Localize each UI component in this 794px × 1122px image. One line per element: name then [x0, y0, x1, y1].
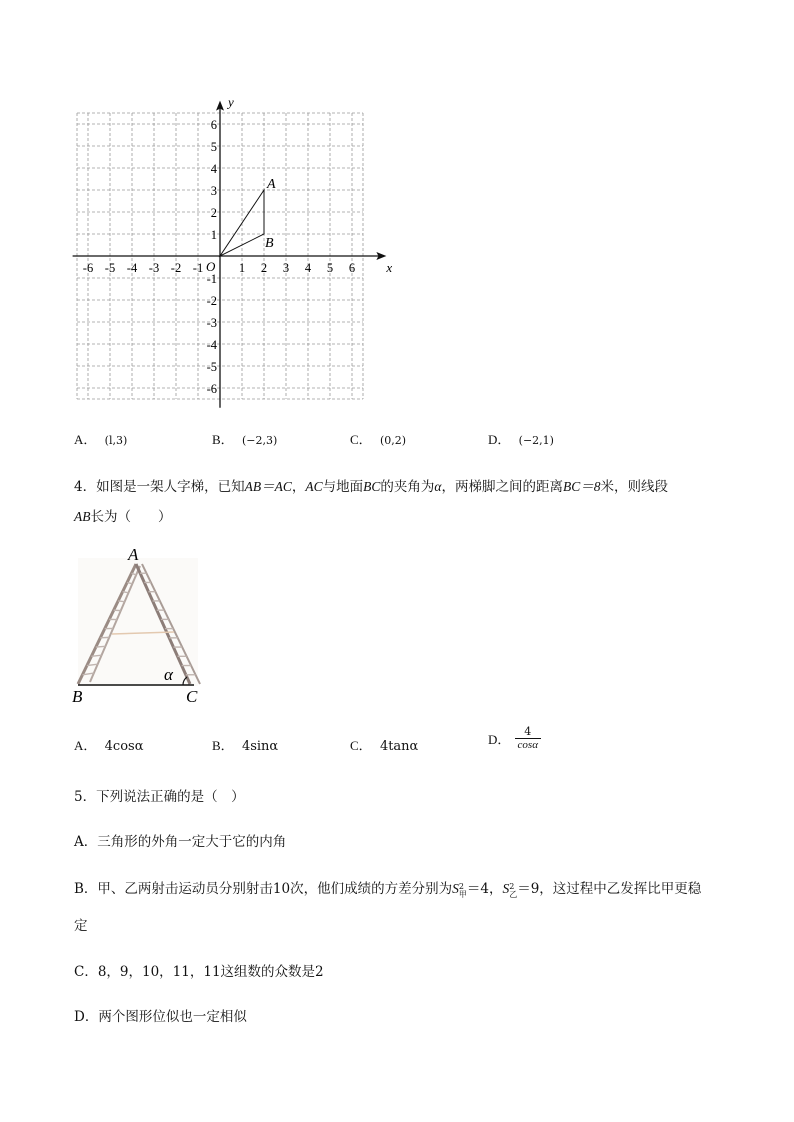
x-tick-label: -6: [82, 261, 94, 275]
y-tick-label: 5: [210, 140, 217, 154]
left-rung: [118, 601, 124, 602]
point-A-label: A: [128, 545, 139, 564]
coordinate-graph: [60, 94, 393, 415]
x-tick-label: -4: [126, 261, 138, 275]
q3-option-b[interactable]: B． (−2,3): [212, 432, 278, 447]
q3-option-c[interactable]: C． (0,2): [350, 432, 407, 447]
y-axis-label: y: [228, 94, 234, 110]
q5-option-c[interactable]: C．8，9，10，11，11这组数的众数是2: [74, 964, 324, 980]
q4-stem-line1: 4．如图是一架人字梯，已知AB＝AC，AC与地面BC的夹角为α，两梯脚之间的距离BC＝8米，则线段: [74, 479, 668, 495]
q5-option-d[interactable]: D．两个图形位似也一定相似: [74, 1009, 247, 1025]
q4-option-b[interactable]: B． 4sinα: [212, 738, 279, 754]
q5-option-b[interactable]: B．甲、乙两射击运动员分别射击10次，他们成绩的方差分别为S 2 甲 ＝4，S 2 乙 ＝9，这过程中乙发挥比甲更稳: [74, 881, 702, 899]
q4-stem-line2: AB长为（ ）: [74, 509, 172, 525]
axes: [73, 95, 393, 408]
point-B-label: B: [72, 687, 83, 706]
y-tick-label: 2: [210, 206, 217, 220]
y-tick-label: 1: [210, 228, 217, 242]
y-tick-label: -4: [206, 338, 217, 352]
q5-stem: 5．下列说法正确的是（ ）: [74, 789, 245, 805]
point-C-label: C: [186, 687, 198, 706]
y-tick-label: -5: [206, 360, 217, 374]
y-tick-label: -1: [206, 272, 217, 286]
x-axis-label: x: [386, 260, 393, 275]
ladder-figure: [66, 540, 216, 710]
x-tick-label: 5: [326, 261, 334, 275]
y-tick-label: -2: [206, 294, 217, 308]
y-tick-label: 3: [210, 184, 217, 198]
q5-option-a[interactable]: A．三角形的外角一定大于它的内角: [74, 834, 287, 850]
point-B-label: B: [265, 236, 274, 251]
x-tick-label: 6: [348, 261, 356, 275]
x-tick-label: 1: [238, 261, 246, 275]
x-tick-label: 2: [260, 261, 268, 275]
q4-option-c[interactable]: C． 4tanα: [350, 738, 419, 754]
alpha-label: α: [164, 665, 173, 684]
x-tick-label: -3: [148, 261, 160, 275]
y-tick-label: -3: [206, 316, 217, 330]
q5-option-b-line2: 定: [74, 918, 88, 934]
point-A-label: A: [267, 177, 276, 192]
x-tick-label: -5: [104, 261, 116, 275]
q4-option-a[interactable]: A． 4cosα: [74, 738, 144, 754]
origin-label: O: [206, 259, 216, 274]
q3-option-a[interactable]: A． (l,3): [74, 432, 128, 447]
y-tick-label: 4: [210, 162, 217, 176]
triangle-OAB: [220, 177, 276, 256]
left-rung: [96, 646, 106, 647]
y-tick-label: 6: [210, 118, 217, 132]
x-tick-label: -2: [170, 261, 182, 275]
q4-option-d[interactable]: D． $\frac{4}{\cos\alpha}$: [488, 725, 541, 752]
fraction-4-over-cos-alpha: $\frac{4}{\cos\alpha}$: [515, 725, 541, 752]
x-tick-label: 3: [282, 261, 290, 275]
y-tick-label: -6: [206, 382, 217, 396]
x-tick-label: 4: [304, 261, 312, 275]
x-tick-label: -1: [192, 261, 204, 275]
q3-option-d[interactable]: D． (−2,1): [488, 432, 554, 447]
